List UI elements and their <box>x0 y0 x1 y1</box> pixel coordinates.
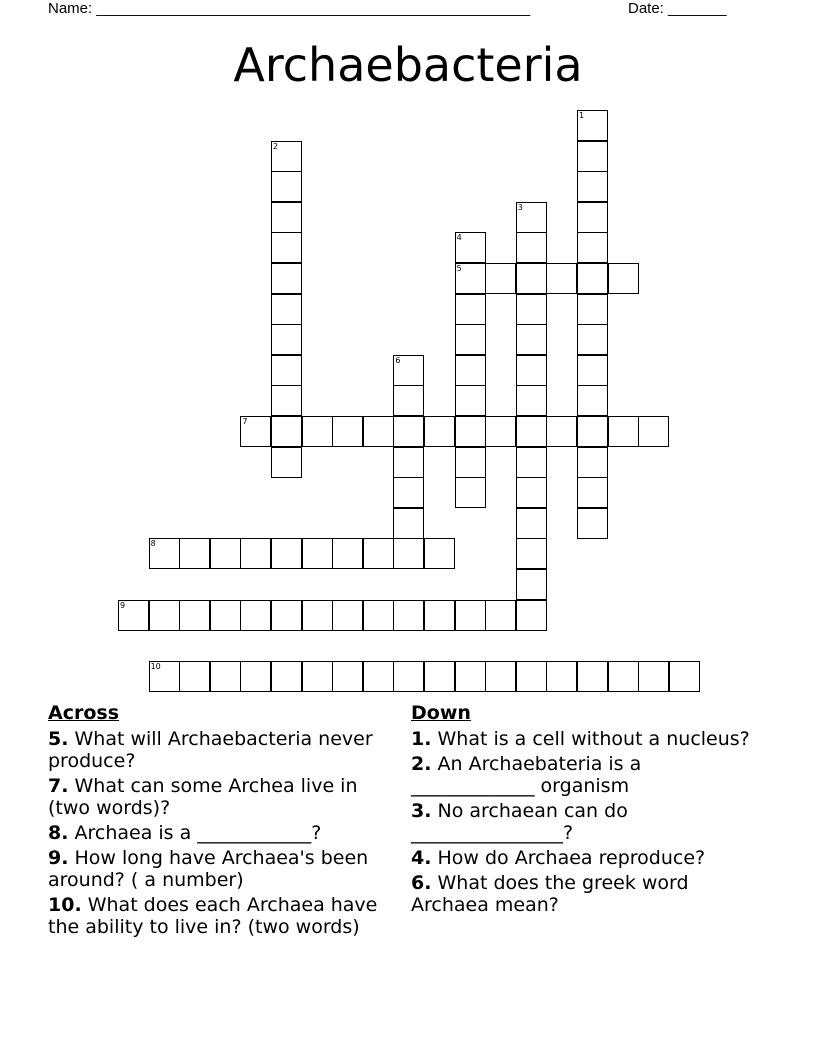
crossword-cell[interactable] <box>516 385 547 416</box>
page-title: Archaebacteria <box>233 38 583 92</box>
crossword-cell[interactable] <box>455 385 486 416</box>
crossword-cell[interactable] <box>455 324 486 355</box>
crossword-cell[interactable] <box>363 538 394 569</box>
crossword-cell[interactable] <box>608 263 639 294</box>
crossword-cell[interactable] <box>638 661 669 692</box>
crossword-cell[interactable] <box>638 416 669 447</box>
down-heading: Down <box>411 702 471 724</box>
down-clue-6 <box>411 872 751 916</box>
clue-text: What does each Archaea have the ability to live in? (two words) <box>48 894 378 938</box>
clue-text: How long have Archaea's been around? ( a number) <box>48 847 369 891</box>
crossword-cell[interactable] <box>577 447 608 478</box>
down-clues <box>411 702 751 919</box>
crossword-cell[interactable] <box>393 661 424 692</box>
crossword-cell[interactable] <box>271 202 302 233</box>
clue-text: What can some Archea live in (two words)? <box>48 775 358 819</box>
crossword-cell[interactable] <box>577 232 608 263</box>
crossword-cell[interactable] <box>516 294 547 325</box>
down-clue-3 <box>411 800 751 844</box>
crossword-cell[interactable] <box>179 661 210 692</box>
cell-number: 7 <box>242 417 248 426</box>
crossword-cell[interactable] <box>149 538 180 569</box>
clue-number: 10. <box>48 894 82 916</box>
crossword-cell[interactable] <box>455 232 486 263</box>
crossword-cell[interactable] <box>240 416 271 447</box>
crossword-cell[interactable] <box>393 385 424 416</box>
crossword-cell[interactable] <box>546 661 577 692</box>
clue-text: An Archaebateria is a _____________ organism <box>411 753 642 797</box>
crossword-cell[interactable] <box>577 355 608 386</box>
crossword-cell[interactable] <box>393 355 424 386</box>
crossword-cell[interactable] <box>577 477 608 508</box>
crossword-cell[interactable] <box>608 416 639 447</box>
crossword-cell[interactable] <box>577 324 608 355</box>
crossword-cell[interactable] <box>577 141 608 172</box>
down-clue-4 <box>411 847 751 869</box>
crossword-cell[interactable] <box>424 661 455 692</box>
across-heading: Across <box>48 702 120 724</box>
across-clue-5 <box>48 728 398 772</box>
crossword-cell[interactable] <box>455 294 486 325</box>
crossword-cell[interactable] <box>149 600 180 631</box>
cell-number: 5 <box>456 264 462 273</box>
across-clue-9 <box>48 847 398 891</box>
crossword-cell[interactable] <box>393 477 424 508</box>
crossword-cell[interactable] <box>516 600 547 631</box>
crossword-cell[interactable] <box>240 600 271 631</box>
across-clue-7 <box>48 775 398 819</box>
crossword-cell[interactable] <box>516 416 547 447</box>
crossword-cell[interactable] <box>240 538 271 569</box>
crossword-cell[interactable] <box>179 538 210 569</box>
clue-text: What will Archaebacteria never produce? <box>48 728 373 772</box>
cell-number: 8 <box>150 539 156 549</box>
crossword-cell[interactable] <box>363 661 394 692</box>
crossword-cell[interactable] <box>302 661 333 692</box>
crossword-cell[interactable] <box>577 416 608 447</box>
crossword-cell[interactable] <box>332 661 363 692</box>
crossword-cell[interactable] <box>516 202 547 233</box>
crossword-cell[interactable] <box>669 661 700 692</box>
crossword-cell[interactable] <box>210 600 241 631</box>
cell-number: 9 <box>120 600 126 610</box>
crossword-cell[interactable] <box>210 661 241 692</box>
crossword-cell[interactable] <box>118 600 149 631</box>
crossword-cell[interactable] <box>271 324 302 355</box>
cell-number: 2 <box>273 141 279 151</box>
crossword-cell[interactable] <box>424 600 455 631</box>
crossword-cell[interactable] <box>516 661 547 692</box>
crossword-cell[interactable] <box>455 477 486 508</box>
clue-text: Archaea is a ____________? <box>74 822 322 844</box>
across-clue-8 <box>48 822 398 844</box>
cell-number: 1 <box>579 111 585 120</box>
crossword-cell[interactable] <box>424 416 455 447</box>
clue-text: What is a cell without a nucleus? <box>437 728 750 750</box>
crossword-cell[interactable] <box>393 538 424 569</box>
crossword-cell[interactable] <box>302 416 333 447</box>
crossword-cell[interactable] <box>363 416 394 447</box>
crossword-cell[interactable] <box>485 263 516 294</box>
crossword-cell[interactable] <box>271 538 302 569</box>
crossword-cell[interactable] <box>332 538 363 569</box>
crossword-cell[interactable] <box>455 600 486 631</box>
crossword-cell[interactable] <box>516 232 547 263</box>
crossword-cell[interactable] <box>393 416 424 447</box>
crossword-cell[interactable] <box>455 263 486 294</box>
crossword-cell[interactable] <box>577 661 608 692</box>
crossword-cell[interactable] <box>516 508 547 539</box>
clue-text: What does the greek word Archaea mean? <box>411 872 689 916</box>
cell-number: 3 <box>517 202 523 212</box>
clue-number: 7. <box>48 775 69 797</box>
crossword-cell[interactable] <box>577 202 608 233</box>
crossword-cell[interactable] <box>271 661 302 692</box>
crossword-cell[interactable] <box>271 385 302 416</box>
crossword-cell[interactable] <box>363 600 394 631</box>
crossword-cell[interactable] <box>577 508 608 539</box>
down-clue-1 <box>411 728 751 750</box>
crossword-cell[interactable] <box>271 294 302 325</box>
clue-number: 9. <box>48 847 69 869</box>
crossword-cell[interactable] <box>577 171 608 202</box>
name-field-label: Name: ____________________________________________________ <box>48 0 531 17</box>
crossword-cell[interactable] <box>577 385 608 416</box>
crossword-cell[interactable] <box>577 263 608 294</box>
crossword-cell[interactable] <box>271 141 302 172</box>
crossword-cell[interactable] <box>546 416 577 447</box>
crossword-cell[interactable] <box>455 447 486 478</box>
crossword-cell[interactable] <box>393 600 424 631</box>
crossword-cell[interactable] <box>455 416 486 447</box>
crossword-cell[interactable] <box>302 538 333 569</box>
clue-number: 1. <box>411 728 432 750</box>
crossword-cell[interactable] <box>516 355 547 386</box>
crossword-cell[interactable] <box>516 324 547 355</box>
crossword-cell[interactable] <box>577 294 608 325</box>
crossword-cell[interactable] <box>240 661 271 692</box>
crossword-cell[interactable] <box>516 263 547 294</box>
crossword-cell[interactable] <box>210 538 241 569</box>
crossword-cell[interactable] <box>149 661 180 692</box>
crossword-cell[interactable] <box>271 232 302 263</box>
clue-number: 3. <box>411 800 432 822</box>
across-clues <box>48 702 398 941</box>
clue-text: No archaean can do ________________? <box>411 800 628 844</box>
across-clue-10 <box>48 894 398 938</box>
clue-number: 2. <box>411 753 432 775</box>
cell-number: 4 <box>456 233 462 243</box>
clue-number: 8. <box>48 822 69 844</box>
cell-number: 6 <box>395 355 401 365</box>
crossword-cell[interactable] <box>485 416 516 447</box>
crossword-cell[interactable] <box>271 171 302 202</box>
crossword-cell[interactable] <box>424 538 455 569</box>
down-clue-2 <box>411 753 751 797</box>
crossword-cell[interactable] <box>485 661 516 692</box>
crossword-cell[interactable] <box>485 600 516 631</box>
crossword-cell[interactable] <box>271 447 302 478</box>
crossword-cell[interactable] <box>393 447 424 478</box>
clue-number: 6. <box>411 872 432 894</box>
cell-number: 10 <box>150 661 161 671</box>
crossword-cell[interactable] <box>332 416 363 447</box>
crossword-cell[interactable] <box>516 569 547 600</box>
crossword-cell[interactable] <box>393 508 424 539</box>
crossword-cell[interactable] <box>516 477 547 508</box>
crossword-cell[interactable] <box>271 416 302 447</box>
crossword-cell[interactable] <box>332 600 363 631</box>
crossword-cell[interactable] <box>516 447 547 478</box>
clue-number: 4. <box>411 847 432 869</box>
crossword-cell[interactable] <box>271 263 302 294</box>
crossword-cell[interactable] <box>271 355 302 386</box>
crossword-cell[interactable] <box>546 263 577 294</box>
crossword-cell[interactable] <box>179 600 210 631</box>
crossword-cell[interactable] <box>577 110 608 141</box>
date-field-label: Date: _______ <box>628 0 727 17</box>
crossword-cell[interactable] <box>271 600 302 631</box>
clue-text: How do Archaea reproduce? <box>437 847 706 869</box>
crossword-cell[interactable] <box>302 600 333 631</box>
crossword-cell[interactable] <box>608 661 639 692</box>
crossword-cell[interactable] <box>516 538 547 569</box>
clue-number: 5. <box>48 728 69 750</box>
crossword-cell[interactable] <box>455 355 486 386</box>
crossword-cell[interactable] <box>455 661 486 692</box>
